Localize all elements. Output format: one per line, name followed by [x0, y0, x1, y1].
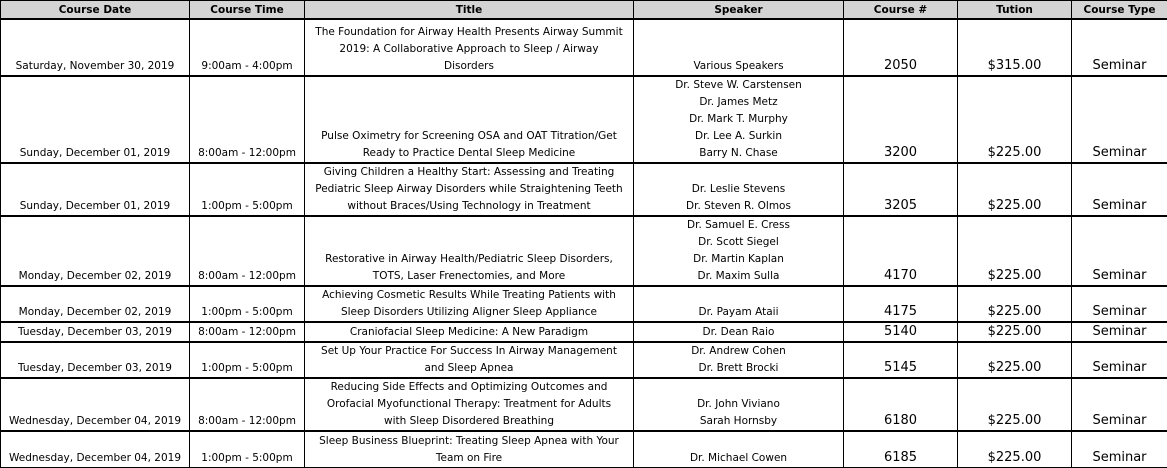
title-line: Pulse Oximetry for Screening OSA and OAT Titration/Get: [308, 128, 630, 145]
course-time-cell: 8:00am - 12:00pm: [190, 322, 305, 342]
title-line: Team on Fire: [308, 450, 630, 467]
course-number-cell: 6180: [844, 378, 958, 431]
speaker-name: Dr. Steve W. Carstensen: [637, 77, 840, 94]
speaker-cell: [634, 378, 844, 431]
table-row: [1, 76, 1167, 163]
title-line: Ready to Practice Dental Sleep Medicine: [308, 145, 630, 162]
course-time-cell: 1:00pm - 5:00pm: [190, 163, 305, 216]
speaker-name: Sarah Hornsby: [637, 413, 840, 430]
title-line: 2019: A Collaborative Approach to Sleep / Airway: [308, 41, 630, 58]
speaker-name: Dr. James Metz: [637, 94, 840, 111]
speaker-name: Dr. Lee A. Surkin: [637, 128, 840, 145]
table-row: [1, 431, 1167, 467]
course-type-cell: Seminar: [1072, 216, 1167, 286]
header-course-type: Course Type: [1072, 1, 1167, 20]
course-date-cell: Sunday, December 01, 2019: [1, 163, 190, 216]
title-line: Set Up Your Practice For Success In Airway Management: [308, 343, 630, 360]
speaker-cell: [634, 216, 844, 286]
course-date-cell: Tuesday, December 03, 2019: [1, 342, 190, 378]
title-line: Achieving Cosmetic Results While Treating Patients with: [308, 287, 630, 304]
header-title: Title: [305, 1, 634, 20]
course-date-cell: Tuesday, December 03, 2019: [1, 322, 190, 342]
title-cell: [305, 286, 634, 322]
title-cell: [305, 431, 634, 467]
title-line: TOTS, Laser Frenectomies, and More: [308, 268, 630, 285]
table-row: [1, 378, 1167, 431]
table-row: [1, 216, 1167, 286]
title-line: Restorative in Airway Health/Pediatric Sleep Disorders,: [308, 251, 630, 268]
speaker-name: Dr. Payam Ataii: [637, 304, 840, 321]
speaker-name: Dr. Martin Kaplan: [637, 251, 840, 268]
title-cell: [305, 378, 634, 431]
speaker-name: Dr. Mark T. Murphy: [637, 111, 840, 128]
title-cell: [305, 76, 634, 163]
table-row: [1, 163, 1167, 216]
table-row: [1, 286, 1167, 322]
title-line: Sleep Disorders Utilizing Aligner Sleep Appliance: [308, 304, 630, 321]
header-speaker: Speaker: [634, 1, 844, 20]
speaker-name: Barry N. Chase: [637, 145, 840, 162]
speaker-cell: [634, 286, 844, 322]
course-number-cell: 3200: [844, 76, 958, 163]
title-line: Reducing Side Effects and Optimizing Outcomes and: [308, 379, 630, 396]
course-time-cell: 1:00pm - 5:00pm: [190, 431, 305, 467]
course-date-cell: Sunday, December 01, 2019: [1, 76, 190, 163]
title-line: with Sleep Disordered Breathing: [308, 413, 630, 430]
tuition-cell: $225.00: [958, 378, 1072, 431]
speaker-name: Dr. Andrew Cohen: [637, 343, 840, 360]
course-time-cell: 8:00am - 12:00pm: [190, 216, 305, 286]
speaker-cell: [634, 19, 844, 76]
course-date-cell: Monday, December 02, 2019: [1, 216, 190, 286]
title-cell: [305, 19, 634, 76]
course-date-cell: Wednesday, December 04, 2019: [1, 431, 190, 467]
title-cell: [305, 216, 634, 286]
header-tuition: Tution: [958, 1, 1072, 20]
speaker-name: Dr. Dean Raio: [637, 324, 840, 341]
table-row: [1, 342, 1167, 378]
title-line: without Braces/Using Technology in Treatment: [308, 198, 630, 215]
speaker-name: Dr. Scott Siegel: [637, 234, 840, 251]
title-cell: [305, 322, 634, 342]
course-type-cell: Seminar: [1072, 163, 1167, 216]
course-type-cell: Seminar: [1072, 431, 1167, 467]
header-row: [1, 1, 1167, 20]
course-number-cell: 4170: [844, 216, 958, 286]
speaker-name: Dr. Samuel E. Cress: [637, 217, 840, 234]
title-line: Disorders: [308, 58, 630, 75]
speaker-name: Dr. Maxim Sulla: [637, 268, 840, 285]
title-cell: [305, 342, 634, 378]
course-time-cell: 9:00am - 4:00pm: [190, 19, 305, 76]
course-number-cell: 2050: [844, 19, 958, 76]
title-line: and Sleep Apnea: [308, 360, 630, 377]
tuition-cell: $225.00: [958, 431, 1072, 467]
speaker-cell: [634, 342, 844, 378]
tuition-cell: $225.00: [958, 342, 1072, 378]
course-time-cell: 1:00pm - 5:00pm: [190, 342, 305, 378]
course-number-cell: 6185: [844, 431, 958, 467]
course-date-cell: Wednesday, December 04, 2019: [1, 378, 190, 431]
title-line: The Foundation for Airway Health Presents Airway Summit: [308, 24, 630, 41]
speaker-name: Dr. Leslie Stevens: [637, 181, 840, 198]
tuition-cell: $315.00: [958, 19, 1072, 76]
course-number-cell: 4175: [844, 286, 958, 322]
table-row: [1, 19, 1167, 76]
speaker-cell: [634, 76, 844, 163]
speaker-cell: [634, 322, 844, 342]
course-type-cell: Seminar: [1072, 19, 1167, 76]
course-time-cell: 8:00am - 12:00pm: [190, 76, 305, 163]
course-time-cell: 1:00pm - 5:00pm: [190, 286, 305, 322]
speaker-cell: [634, 163, 844, 216]
course-type-cell: Seminar: [1072, 322, 1167, 342]
course-number-cell: 5145: [844, 342, 958, 378]
header-course-number: Course #: [844, 1, 958, 20]
speaker-name: Dr. Brett Brocki: [637, 360, 840, 377]
speaker-name: Dr. Michael Cowen: [637, 450, 840, 467]
table-row: [1, 322, 1167, 342]
title-line: Pediatric Sleep Airway Disorders while Straightening Teeth: [308, 181, 630, 198]
title-line: Giving Children a Healthy Start: Assessing and Treating: [308, 164, 630, 181]
tuition-cell: $225.00: [958, 322, 1072, 342]
header-course-time: Course Time: [190, 1, 305, 20]
header-course-date: Course Date: [1, 1, 190, 20]
tuition-cell: $225.00: [958, 163, 1072, 216]
course-type-cell: Seminar: [1072, 378, 1167, 431]
speaker-cell: [634, 431, 844, 467]
course-date-cell: Monday, December 02, 2019: [1, 286, 190, 322]
course-type-cell: Seminar: [1072, 76, 1167, 163]
speaker-name: Dr. Steven R. Olmos: [637, 198, 840, 215]
course-time-cell: 8:00am - 12:00pm: [190, 378, 305, 431]
course-type-cell: Seminar: [1072, 342, 1167, 378]
speaker-name: Various Speakers: [637, 58, 840, 75]
title-cell: [305, 163, 634, 216]
title-line: Orofacial Myofunctional Therapy: Treatment for Adults: [308, 396, 630, 413]
tuition-cell: $225.00: [958, 286, 1072, 322]
tuition-cell: $225.00: [958, 216, 1072, 286]
course-type-cell: Seminar: [1072, 286, 1167, 322]
title-line: Sleep Business Blueprint: Treating Sleep Apnea with Your: [308, 433, 630, 450]
course-number-cell: 3205: [844, 163, 958, 216]
title-line: Craniofacial Sleep Medicine: A New Paradigm: [308, 324, 630, 341]
course-number-cell: 5140: [844, 322, 958, 342]
speaker-name: Dr. John Viviano: [637, 396, 840, 413]
course-date-cell: Saturday, November 30, 2019: [1, 19, 190, 76]
tuition-cell: $225.00: [958, 76, 1072, 163]
